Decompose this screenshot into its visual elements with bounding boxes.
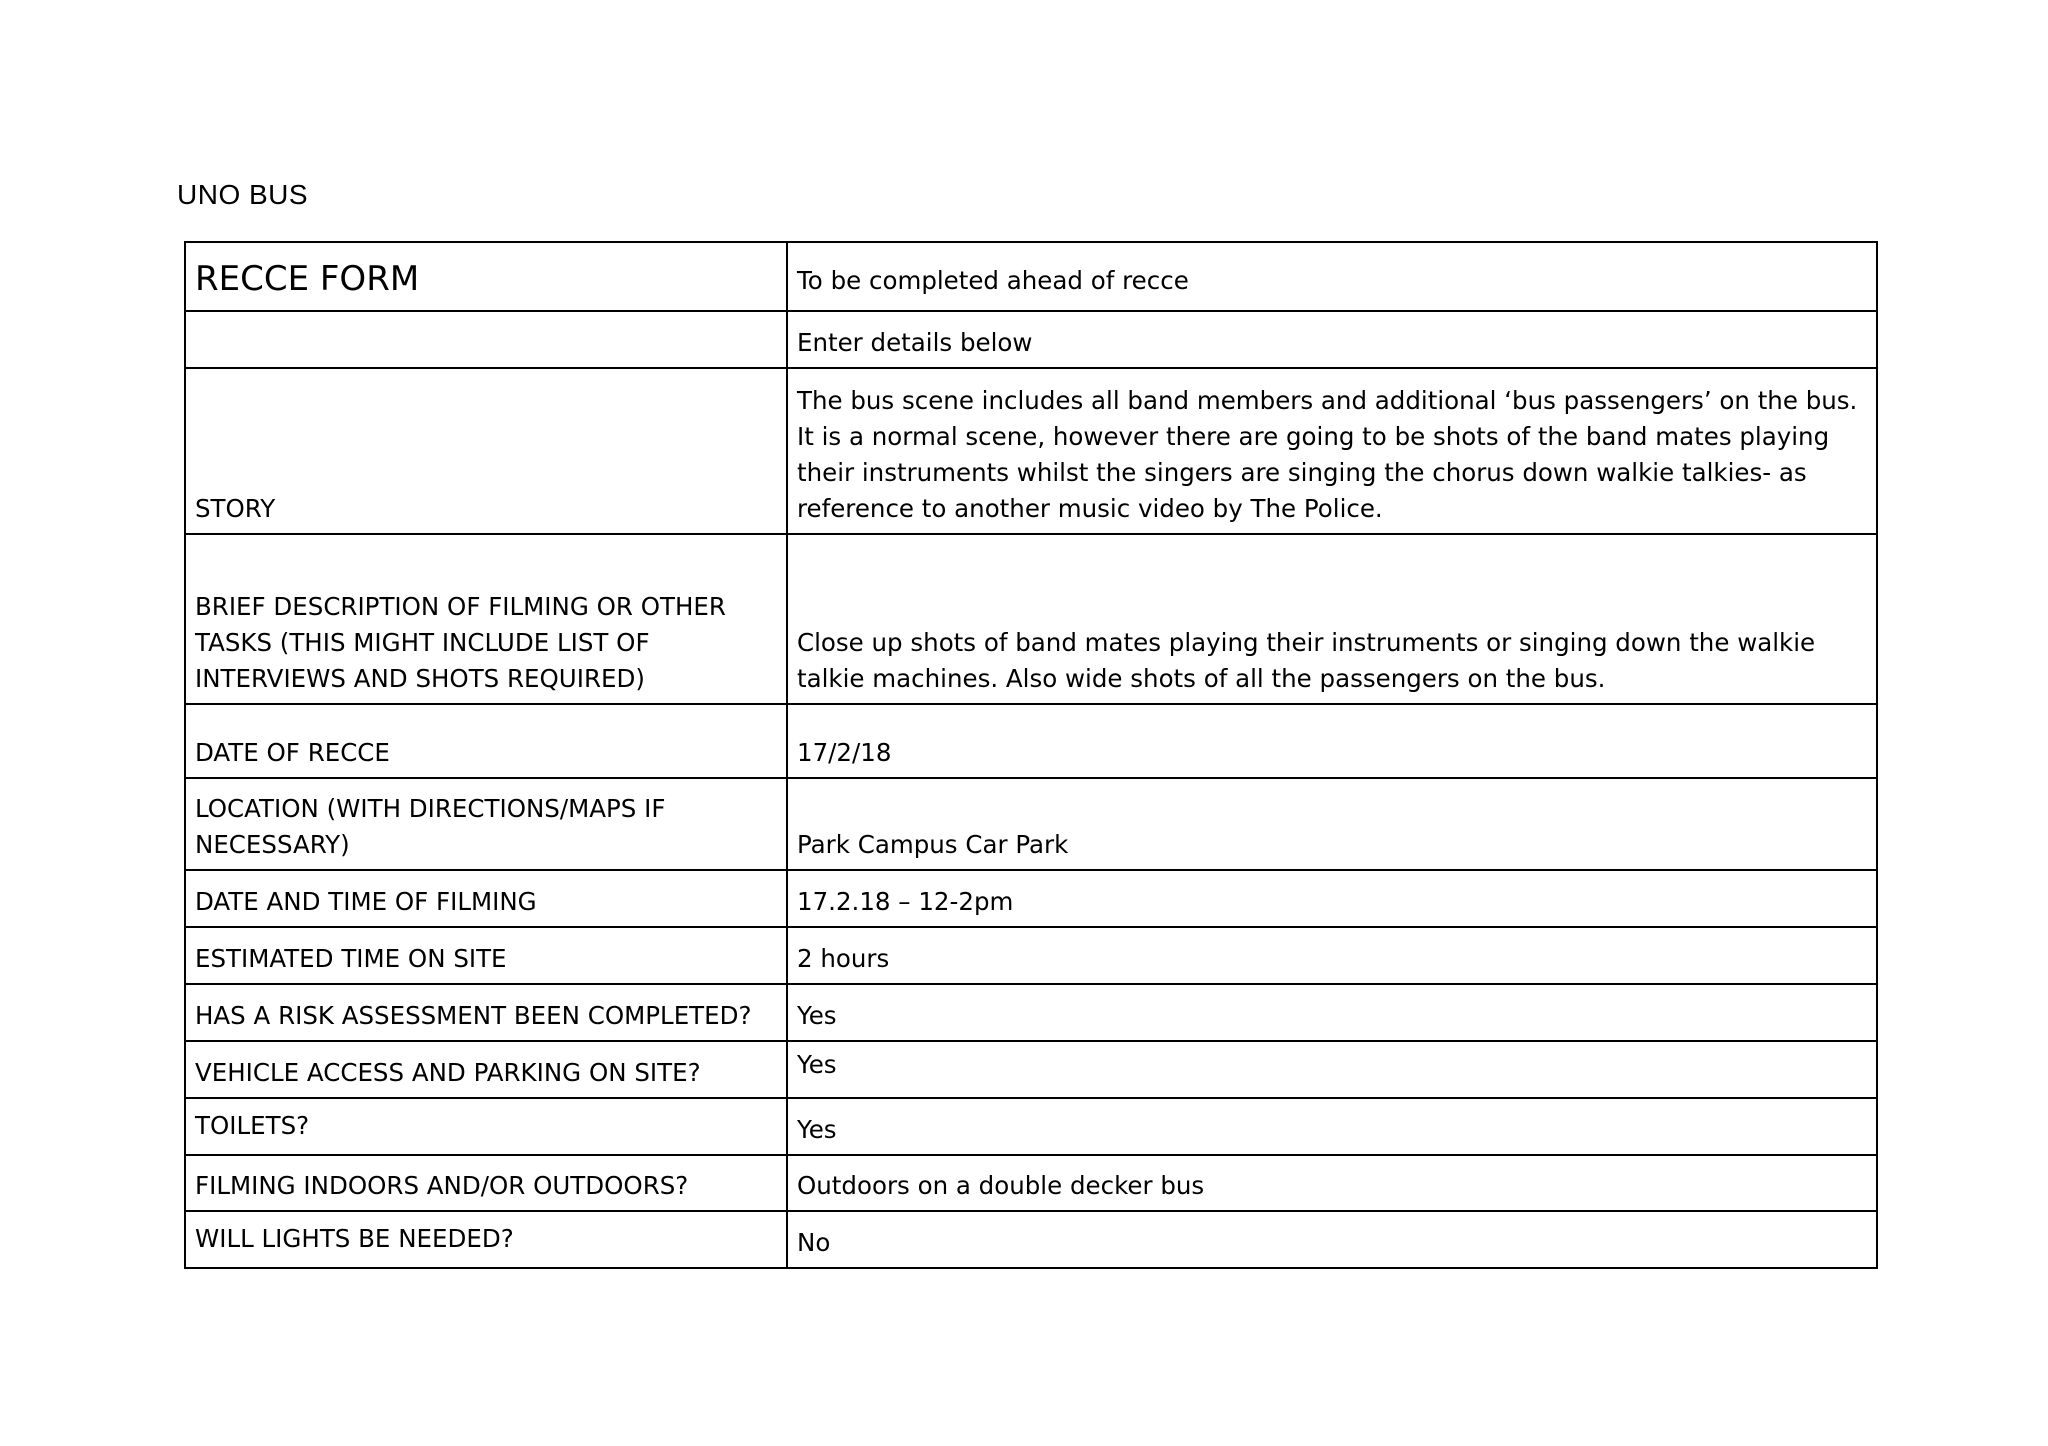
field-label: LOCATION (WITH DIRECTIONS/MAPS IF NECESSARY) <box>185 778 787 870</box>
form-row-lights <box>185 1211 1877 1268</box>
field-value: Yes <box>787 1041 1877 1098</box>
recce-form-table <box>184 241 1878 1269</box>
form-header-row <box>185 242 1877 311</box>
field-label: DATE AND TIME OF FILMING <box>185 870 787 927</box>
form-row-location <box>185 778 1877 870</box>
field-label: HAS A RISK ASSESSMENT BEEN COMPLETED? <box>185 984 787 1041</box>
field-value: Outdoors on a double decker bus <box>787 1155 1877 1211</box>
field-label: TOILETS? <box>185 1098 787 1155</box>
form-note: To be completed ahead of recce <box>787 242 1877 311</box>
form-row-story <box>185 368 1877 534</box>
instruction-text: Enter details below <box>787 311 1877 368</box>
field-value: Close up shots of band mates playing their instruments or singing down the walkie talkie machines. Also wide shots of all the passengers on the bus. <box>787 534 1877 704</box>
field-label: FILMING INDOORS AND/OR OUTDOORS? <box>185 1155 787 1211</box>
document-title: UNO BUS <box>177 179 309 210</box>
field-label: DATE OF RECCE <box>185 704 787 778</box>
field-label: STORY <box>185 368 787 534</box>
form-row-risk-assessment <box>185 984 1877 1041</box>
form-row-indoors-outdoors <box>185 1155 1877 1211</box>
form-row-date-of-recce <box>185 704 1877 778</box>
field-value: Yes <box>787 984 1877 1041</box>
form-row-time-on-site <box>185 927 1877 984</box>
form-row-vehicle-access <box>185 1041 1877 1098</box>
field-value: The bus scene includes all band members and additional ‘bus passengers’ on the bus. It is a normal scene, however there are going to be shots of the band mates playing their instruments whilst the singers are singing the chorus down walkie talkies- as reference to another music video by The Police. <box>787 368 1877 534</box>
field-label: BRIEF DESCRIPTION OF FILMING OR OTHER TASKS (THIS MIGHT INCLUDE LIST OF INTERVIEWS AND SHOTS REQUIRED) <box>185 534 787 704</box>
field-label: VEHICLE ACCESS AND PARKING ON SITE? <box>185 1041 787 1098</box>
instruction-label-cell <box>185 311 787 368</box>
field-value: 17/2/18 <box>787 704 1877 778</box>
field-label: WILL LIGHTS BE NEEDED? <box>185 1211 787 1268</box>
field-value: Yes <box>787 1098 1877 1155</box>
field-value: No <box>787 1211 1877 1268</box>
form-row-toilets <box>185 1098 1877 1155</box>
field-value: 17.2.18 – 12-2pm <box>787 870 1877 927</box>
field-label: ESTIMATED TIME ON SITE <box>185 927 787 984</box>
field-value: Park Campus Car Park <box>787 778 1877 870</box>
form-row-description <box>185 534 1877 704</box>
form-title: RECCE FORM <box>185 242 787 311</box>
form-row-date-time-filming <box>185 870 1877 927</box>
field-value: 2 hours <box>787 927 1877 984</box>
instruction-row <box>185 311 1877 368</box>
